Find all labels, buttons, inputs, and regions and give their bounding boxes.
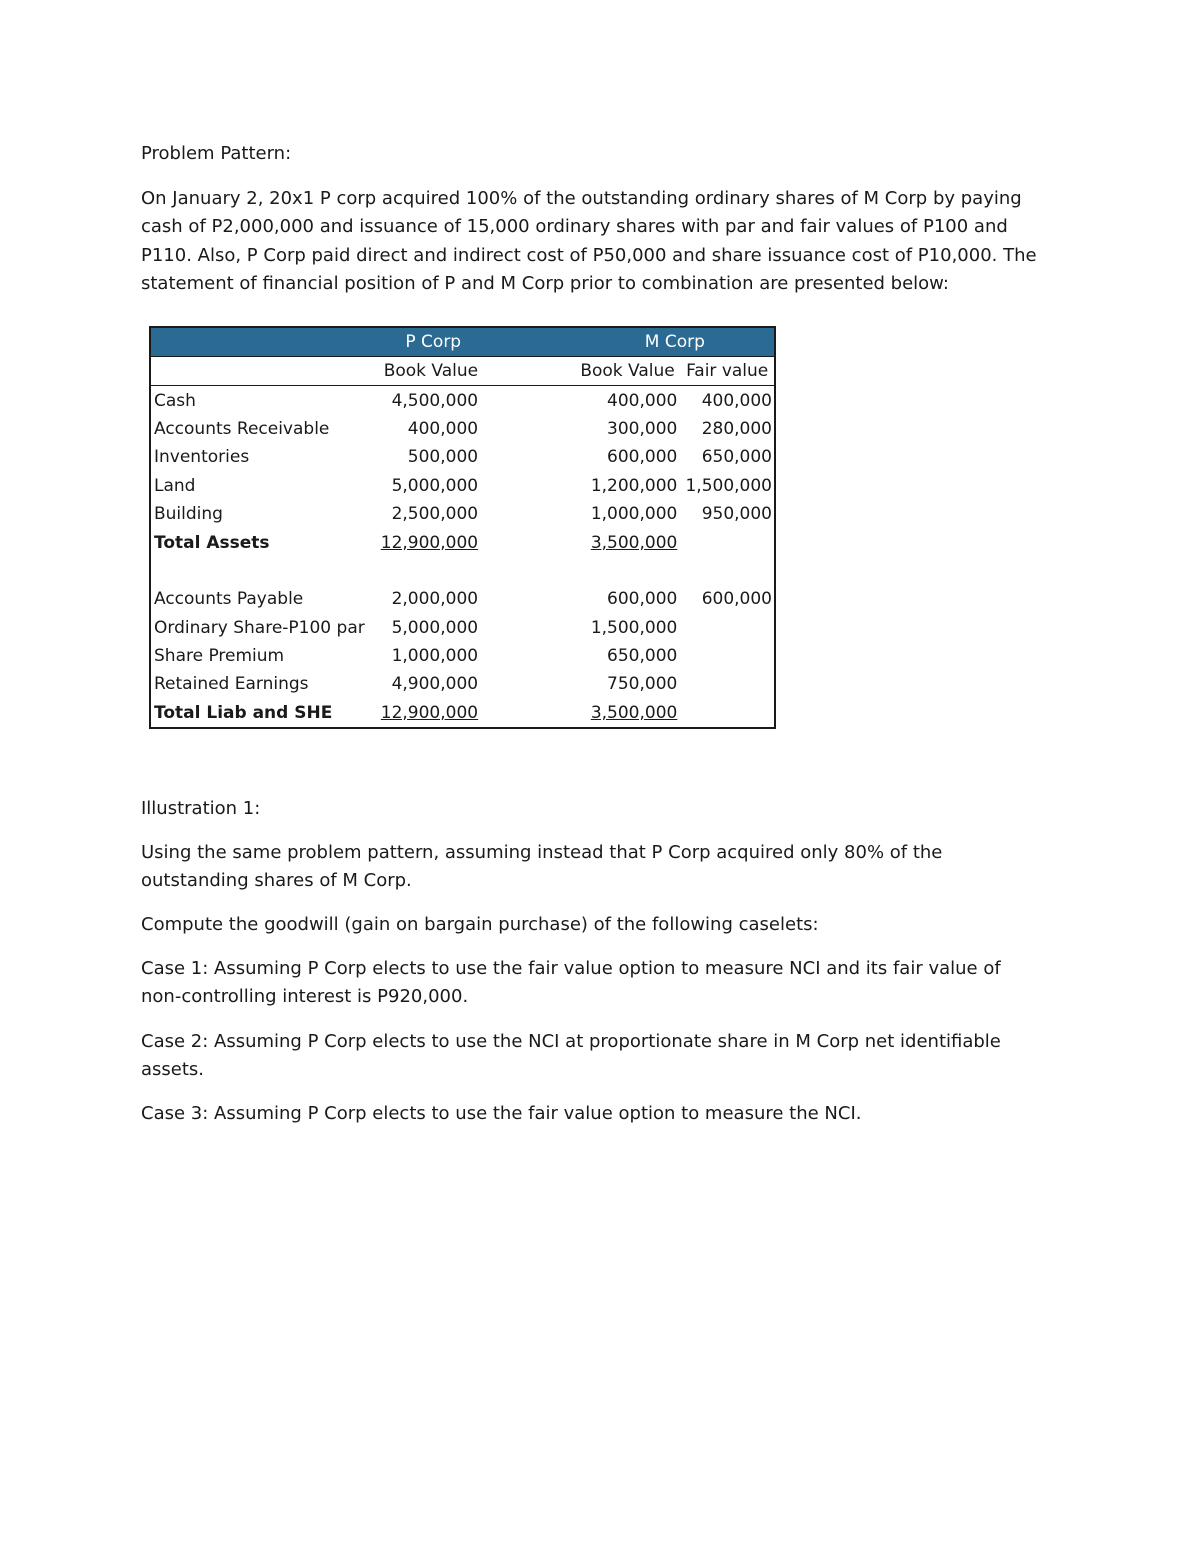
m-book-value-cell: 600,000 [607,447,678,468]
p-book-value-cell: 4,500,000 [391,390,479,411]
table-row-total-assets [150,528,775,556]
m-total-assets-value: 3,500,000 [590,532,678,553]
p-total-liab-cell [369,699,480,728]
m-book-value-cell: 1,200,000 [590,475,678,496]
table-row [150,472,775,500]
gap-cell [480,528,575,556]
m-total-liab-value: 3,500,000 [590,702,678,723]
m-book-value-cell: 300,000 [607,418,678,439]
p-book-value-cell: 5,000,000 [391,617,479,638]
table-row [150,500,775,528]
empty-cell [679,699,775,728]
table-row [150,585,775,613]
empty-cell [679,528,775,556]
subheader-gap [480,357,575,386]
financial-position-table [149,326,776,729]
table-spacer-row [150,557,775,585]
illustration-line: outstanding shares of M Corp. [141,870,412,892]
gap-cell [480,699,575,728]
p-total-liab-value: 12,900,000 [380,702,479,723]
table-row [150,415,775,443]
case-2-line: assets. [141,1059,205,1081]
case-1-paragraph [141,955,1071,1012]
row-label: Retained Earnings [154,674,309,695]
table-row [150,642,775,670]
gap-cell [480,670,575,698]
m-fair-value-cell: 950,000 [701,504,772,525]
gap-cell [480,415,575,443]
m-fair-value-cell: 400,000 [701,390,772,411]
row-label: Cash [154,390,196,411]
intro-line: On January 2, 20x1 P corp acquired 100% of the outstanding ordinary shares of M Corp by paying [141,188,1022,209]
table-row-total-liab [150,699,775,728]
table-header-row [150,327,775,357]
intro-paragraph [141,185,1071,298]
table-row [150,443,775,471]
gap-cell [480,472,575,500]
gap-cell [480,443,575,471]
gap-cell [480,642,575,670]
illustration-paragraph [141,839,1071,896]
row-label: Land [154,475,196,496]
m-fair-value-cell [679,642,775,670]
section-heading-problem-pattern: Problem Pattern: [141,143,292,164]
m-fair-value-cell: 1,500,000 [685,475,772,496]
intro-line: statement of financial position of P and M Corp prior to combination are presented below: [141,272,949,294]
gap-cell [480,500,575,528]
m-book-value-cell: 1,500,000 [590,617,678,638]
table-row [150,614,775,642]
p-total-assets-cell [369,528,480,556]
m-book-value-cell: 400,000 [607,390,678,411]
subheader-m-book-value: Book Value [575,357,680,386]
case-2-paragraph [141,1028,1071,1085]
p-book-value-cell: 400,000 [407,418,479,439]
p-book-value-cell: 1,000,000 [391,646,479,667]
header-m-corp: M Corp [575,327,775,357]
section-heading-illustration: Illustration 1: [141,798,261,819]
table-row [150,386,775,415]
case-3-paragraph: Case 3: Assuming P Corp elects to use the fair value option to measure the NCI. [141,1103,862,1124]
table-row [150,670,775,698]
row-label: Accounts Receivable [154,418,330,439]
row-label: Accounts Payable [154,589,304,610]
m-fair-value-cell [679,614,775,642]
p-book-value-cell: 5,000,000 [391,475,479,496]
header-blank [150,327,369,357]
m-total-liab-cell [575,699,680,728]
compute-instruction: Compute the goodwill (gain on bargain purchase) of the following caselets: [141,914,819,935]
m-fair-value-cell: 600,000 [701,589,772,610]
gap-cell [480,386,575,415]
header-p-corp: P Corp [369,327,574,357]
row-label: Share Premium [154,646,285,667]
m-book-value-cell: 1,000,000 [590,504,678,525]
case-2-line: Case 2: Assuming P Corp elects to use the NCI at proportionate share in M Corp net identifiable [141,1031,1001,1052]
m-book-value-cell: 750,000 [607,674,678,695]
p-book-value-cell: 2,000,000 [391,589,479,610]
case-1-line: Case 1: Assuming P Corp elects to use the fair value option to measure NCI and its fair value of [141,958,1001,979]
row-label: Inventories [154,447,250,468]
table-subheader-row [150,357,775,386]
row-label: Ordinary Share-P100 par [154,617,365,638]
row-label: Building [154,504,223,525]
subheader-p-book-value: Book Value [369,357,480,386]
intro-line: P110. Also, P Corp paid direct and indirect cost of P50,000 and share issuance cost of P10,000. The [141,244,1037,266]
spacer-cell [150,557,775,585]
p-book-value-cell: 500,000 [407,447,479,468]
gap-cell [480,614,575,642]
row-label: Total Assets [154,532,270,553]
p-book-value-cell: 4,900,000 [391,674,479,695]
subheader-m-fair-value: Fair value [679,357,775,386]
p-book-value-cell: 2,500,000 [391,504,479,525]
m-total-assets-cell [575,528,680,556]
subheader-blank [150,357,369,386]
m-fair-value-cell: 280,000 [701,418,772,439]
row-label: Total Liab and SHE [154,702,333,723]
case-1-line: non-controlling interest is P920,000. [141,986,469,1008]
intro-line: cash of P2,000,000 and issuance of 15,000 ordinary shares with par and fair values of P100 and [141,216,1008,238]
gap-cell [480,585,575,613]
p-total-assets-value: 12,900,000 [380,532,479,553]
m-fair-value-cell: 650,000 [701,447,772,468]
m-fair-value-cell [679,670,775,698]
m-book-value-cell: 600,000 [607,589,678,610]
illustration-line: Using the same problem pattern, assuming instead that P Corp acquired only 80% of the [141,842,943,863]
m-book-value-cell: 650,000 [607,646,678,667]
